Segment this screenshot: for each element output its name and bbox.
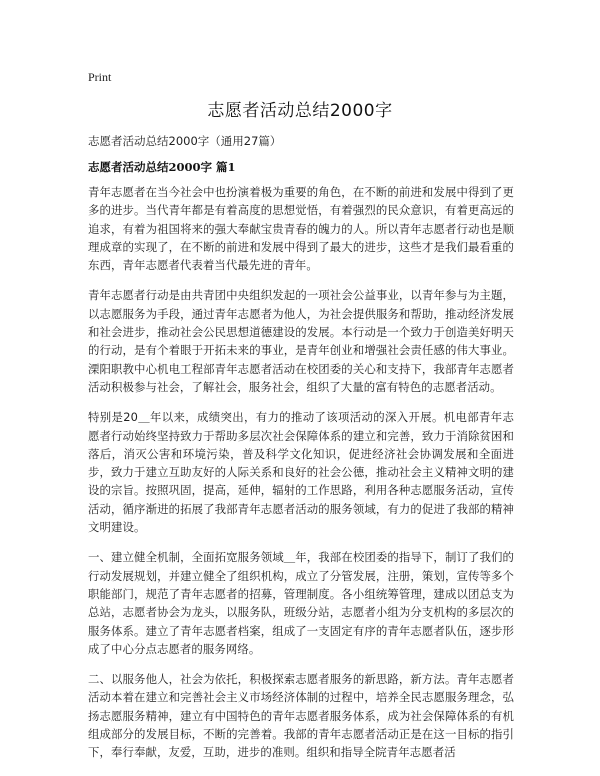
- document-subtitle: 志愿者活动总结2000字（通用27篇）: [88, 134, 282, 148]
- paragraph-4: 一、建立健全机制，全面拓宽服务领域＿年，我部在校团委的指导下，制订了我们的行动发展规划，并建立健全了组织机构，成立了分管发展，注册，策划，宣传等多个职能部门，规范了青年志愿者的招募，管理制度。各小组统筹管理，建成以团总支为总站，志愿者协会为龙头，以服务队，班级分站，志愿者小组为分支机构的多层次的服务体系。建立了青年志愿者档案，组成了一支固定有序的青年志愿者队伍，逐步形成了中心分点志愿者的服务网络。: [88, 550, 514, 656]
- document-title: 志愿者活动总结2000字: [207, 101, 393, 121]
- paragraph-3: 特别是20＿年以来，成绩突出，有力的推动了该项活动的深入开展。机电部青年志愿者行动始终坚持致力于帮助多层次社会保障体系的建立和完善，致力于消除贫困和落后，消灭公害和环境污染，普及科学文化知识，促进经济社会协调发展和全面进步，致力于建立互助友好的人际关系和良好的社会公德，推动社会主义精神文明的建设的宗旨。按照巩固，提高，延伸，辐射的工作思路，利用各种志愿服务活动，宣传活动，循序渐进的拓展了我部青年志愿者活动的服务领域，有力的促进了我部的精神文明建设。: [88, 410, 514, 535]
- section-heading: 志愿者活动总结2000字 篇1: [88, 160, 236, 174]
- paragraph-1: 青年志愿者在当今社会中也扮演着极为重要的角色，在不断的前进和发展中得到了更多的进步。当代青年都是有着高度的思想觉悟，有着强烈的民众意识，有着更高远的追求，有着为祖国将来的强大奉献宝贵青春的魄力的人。所以青年志愿者行动也是顺理成章的实现了，在不断的前进和发展中得到了最大的进步，这些才是我们最看重的东西，青年志愿者代表着当代最先进的青年。: [88, 185, 514, 273]
- paragraph-5: 二、以服务他人，社会为依托，积极探索志愿者服务的新思路，新方法。青年志愿者活动本着在建立和完善社会主义市场经济体制的过程中，培养全民志愿服务理念，弘扬志愿服务精神，建立有中国特色的青年志愿者服务体系，成为社会保障体系的有机组成部分的发展目标，不断的完善着。我部的青年志愿者活动正是在这一目标的指引下，奉行奉献，友爱，互助，进步的准则。组织和指导全院青年志愿者活: [88, 672, 514, 760]
- document-body: [88, 183, 514, 774]
- print-label: Print: [88, 70, 112, 84]
- paragraph-2: 青年志愿者行动是由共青团中央组织发起的一项社会公益事业，以青年参与为主题，以志愿服务为手段，通过青年志愿者为他人，为社会提供服务和帮助，推动经济发展和社会进步，推动社会公民思想道德建设的发展。本行动是一个致力于创造美好明天的行动，是有个着眼于开拓未来的事业，是青年创业和增强社会责任感的伟大事业。溧阳职教中心机电工程部青年志愿者活动在校团委的关心和支持下，我部青年志愿者活动积极参与社会，了解社会，服务社会，组织了大量的富有特色的志愿者活动。: [88, 288, 514, 394]
